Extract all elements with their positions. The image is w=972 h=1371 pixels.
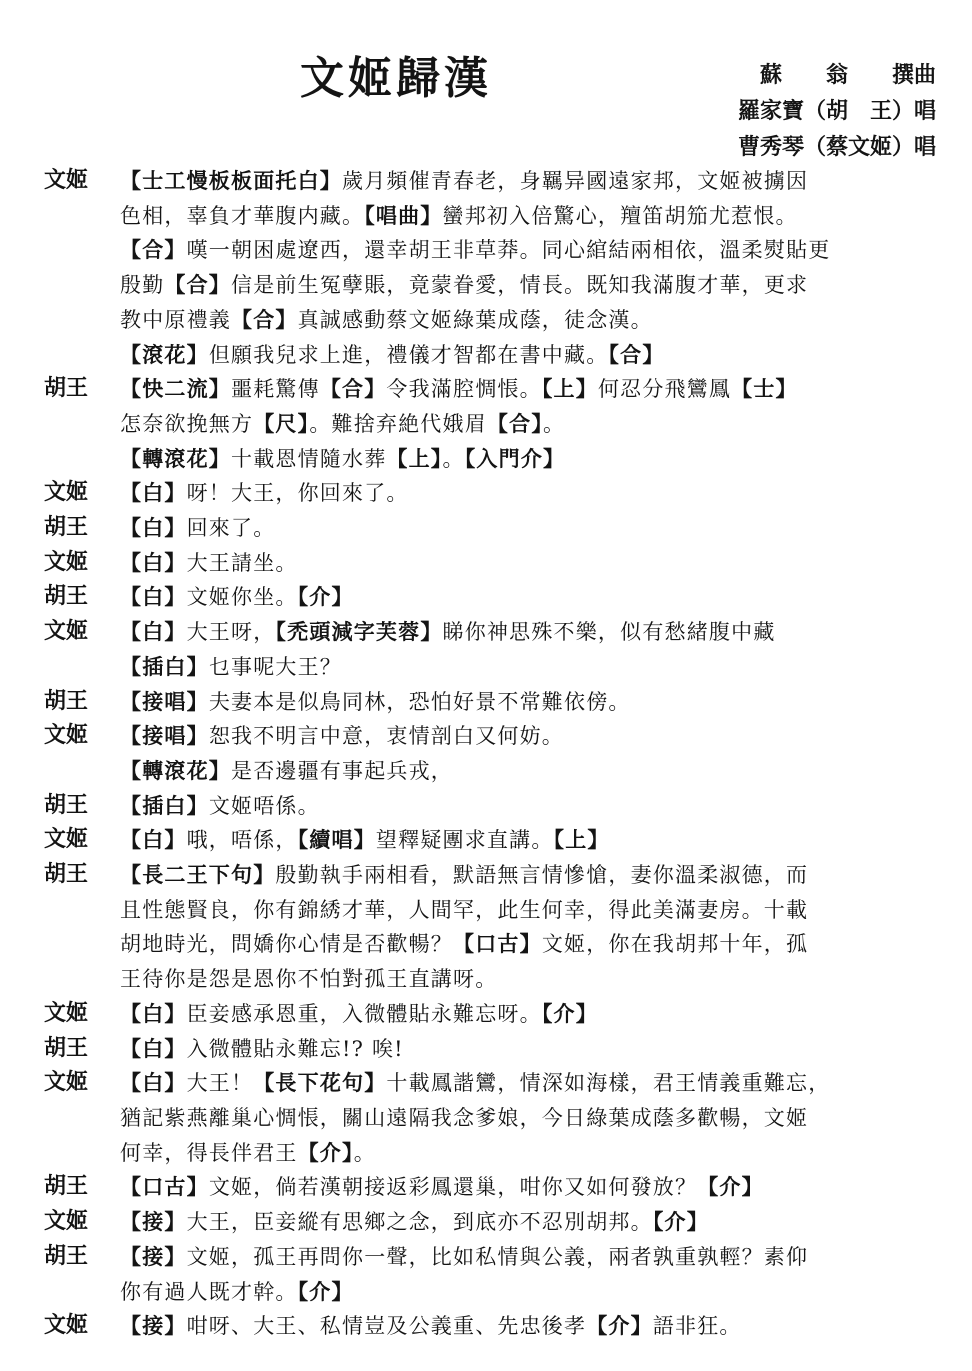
dialogue-lines: [120, 719, 972, 788]
tune-tag: 【白】: [120, 550, 187, 575]
speaker-name: 文姬: [44, 619, 89, 645]
tune-tag: 【接唱】: [120, 689, 209, 714]
dialogue-line: [120, 1032, 972, 1067]
lyric-text: 十載鳳諧鸞，情深如海樣，君王情義重難忘，: [386, 1071, 831, 1096]
dialogue-entry: [0, 1170, 972, 1205]
dialogue-entry: [0, 858, 972, 997]
tune-tag: 【合】: [608, 342, 665, 367]
dialogue-entry: [0, 685, 972, 720]
dialogue-line: [120, 650, 972, 685]
speaker-name: 文姬: [44, 480, 89, 506]
tune-tag: 【介】: [297, 1279, 354, 1304]
lyric-text: 回來了。: [186, 516, 276, 541]
dialogue-line: [120, 1275, 972, 1310]
lyric-text: 蠻邦初入倍驚心，羶笛胡笳尤惹恨。: [442, 203, 798, 228]
lyric-text: 文姬唔係。: [208, 793, 320, 818]
dialogue-lines: [120, 1032, 972, 1067]
credit-singer-hu-wang: 羅家寶（胡 王）唱: [737, 99, 936, 124]
lyric-text: 信是前生冤孽賬，竟蒙眷愛，情長。既知我滿腹才華，更求: [231, 273, 809, 298]
lyric-text: 恕我不明言中意，衷情剖白又何妨。: [208, 724, 565, 749]
dialogue-lines: [120, 615, 972, 684]
dialogue-line: [120, 893, 972, 928]
lyric-text: 大王呀，: [186, 620, 276, 645]
tune-tag: 【上】: [553, 828, 610, 853]
lyric-text: 入微體貼永難忘!? 唉!: [186, 1036, 404, 1061]
dialogue-line: [120, 858, 972, 893]
dialogue-entry: [0, 372, 972, 476]
tune-tag: 【白】: [120, 1001, 187, 1026]
tune-tag: 【士工慢板板面托白】: [120, 169, 342, 193]
tune-tag: 【插白】: [120, 793, 209, 818]
dialogue-entry: [0, 997, 972, 1032]
tune-tag: 【介】: [297, 585, 354, 610]
dialogue-entry: [0, 546, 972, 581]
lyric-text: 。: [543, 411, 566, 436]
tune-tag: 【白】: [120, 1036, 187, 1061]
dialogue-lines: [120, 476, 972, 511]
lyric-text: 但願我兒求上進，禮儀才智都在書中藏。: [208, 342, 609, 367]
tune-tag: 【轉滾花】: [120, 758, 231, 783]
speaker-name: 文姬: [44, 549, 89, 575]
lyric-text: 嘆一朝困處遼西，還幸胡王非草莽。同心綰結兩相依，溫柔熨貼更: [186, 238, 831, 263]
tune-tag: 【接】: [120, 1244, 187, 1269]
dialogue-lines: [120, 789, 972, 824]
lyric-text: 。: [353, 1140, 376, 1165]
dialogue-lines: [120, 580, 972, 615]
tune-tag: 【士】: [731, 377, 798, 402]
speaker-name: 胡王: [44, 1243, 89, 1269]
lyric-text: 乜事呢大王？: [208, 654, 343, 679]
lyric-text: 何幸，得長伴君王: [120, 1140, 298, 1165]
lyric-text: 怎奈欲挽無方: [120, 411, 254, 436]
dialogue-entry: [0, 511, 972, 546]
dialogue-line: [120, 338, 972, 373]
dialogue-entry: [0, 615, 972, 684]
tune-tag: 【長二王下句】: [120, 863, 276, 888]
tune-tag: 【轉滾花】: [120, 446, 231, 471]
dialogue-entry: [0, 719, 972, 788]
speaker-name: 胡王: [44, 1035, 89, 1061]
lyric-text: 。難捨弃絶代娥眉: [309, 411, 487, 436]
lyric-text: 語非狂。: [652, 1314, 742, 1339]
speaker-name: 文姬: [44, 1209, 89, 1235]
lyric-text: 咁呀、大王、私情豈及公義重、先忠後孝: [186, 1314, 587, 1339]
speaker-name: 胡王: [44, 862, 89, 888]
lyric-text: 文姬，你在我胡邦十年，孤: [541, 932, 809, 957]
lyric-text: 噩耗驚傳: [231, 377, 320, 402]
tune-tag: 【長下花句】: [253, 1071, 387, 1096]
dialogue-line: [120, 476, 972, 511]
speaker-name: 文姬: [44, 1000, 89, 1026]
script-body: [0, 164, 972, 1344]
speaker-name: 胡王: [44, 376, 89, 402]
tune-tag: 【接】: [120, 1314, 187, 1339]
credits-block: [738, 58, 936, 166]
dialogue-line: [120, 1170, 972, 1205]
lyric-text: 呀！大王，你回來了。: [186, 481, 409, 506]
dialogue-line: [120, 580, 972, 615]
dialogue-line: [120, 789, 972, 824]
tune-tag: 【接唱】: [120, 724, 209, 749]
lyric-text: 何忍分飛鸞鳳: [597, 377, 732, 402]
lyric-text: 文姬，倘若漢朝接返彩鳳還巢，咁你又如何發放？: [208, 1175, 698, 1200]
dialogue-line: [120, 1309, 972, 1344]
tune-tag: 【尺】: [253, 411, 310, 436]
tune-tag: 【插白】: [120, 654, 209, 679]
lyric-text: 睇你神思殊不樂，似有愁緒腹中藏: [442, 620, 776, 645]
dialogue-lines: [120, 511, 972, 546]
dialogue-line: [120, 1205, 972, 1240]
tune-tag: 【唱曲】: [364, 203, 443, 228]
tune-tag: 【口古】: [120, 1175, 209, 1200]
dialogue-lines: [120, 164, 972, 372]
dialogue-entry: [0, 1205, 972, 1240]
lyric-text: 殷勤執手兩相看，默語無言情慘愴，妻你溫柔淑德，而: [275, 863, 809, 888]
lyric-text: 胡地時光，問嬌你心情是否歡暢？: [120, 932, 453, 957]
dialogue-lines: [120, 823, 972, 858]
dialogue-line: [120, 685, 972, 720]
tune-tag: 【介】: [652, 1210, 709, 1235]
dialogue-lines: [120, 685, 972, 720]
lyric-text: 大王請坐。: [186, 550, 298, 575]
lyric-text: 大王，臣妾縱有思鄉之念，到底亦不忍別胡邦。: [186, 1210, 653, 1235]
lyric-text: 令我滿腔惆悵。: [386, 377, 542, 402]
speaker-name: 文姬: [44, 168, 89, 193]
page-title: 文姬歸漢: [300, 53, 492, 104]
dialogue-lines: [120, 1170, 972, 1205]
dialogue-line: [120, 1101, 972, 1136]
lyric-text: 哦，唔係，: [186, 828, 298, 853]
dialogue-entry: [0, 476, 972, 511]
speaker-name: 文姬: [44, 827, 89, 853]
dialogue-entry: [0, 1066, 972, 1170]
dialogue-line: [120, 372, 972, 407]
tune-tag: 【白】: [120, 828, 187, 853]
dialogue-entry: [0, 823, 972, 858]
tune-tag: 【白】: [120, 585, 187, 610]
dialogue-lines: [120, 858, 972, 997]
speaker-name: 文姬: [44, 1070, 89, 1096]
lyric-text: 王待你是怨是恩你不怕對孤王直講呀。: [120, 967, 498, 992]
speaker-name: 文姬: [44, 723, 89, 749]
tune-tag: 【滾花】: [120, 342, 209, 367]
tune-tag: 【介】: [586, 1314, 653, 1339]
speaker-name: 胡王: [44, 792, 89, 818]
dialogue-lines: [120, 1205, 972, 1240]
speaker-name: 胡王: [44, 584, 89, 610]
tune-tag: 【入門介】: [464, 446, 566, 471]
dialogue-entry: [0, 1240, 972, 1309]
dialogue-line: [120, 546, 972, 581]
dialogue-lines: [120, 1309, 972, 1344]
dialogue-line: [120, 199, 972, 234]
dialogue-lines: [120, 372, 972, 476]
dialogue-line: [120, 1240, 972, 1275]
lyric-text: 文姬，孤王再問你一聲，比如私情與公義，兩者孰重孰輕？素仰: [186, 1244, 809, 1269]
dialogue-lines: [120, 1066, 972, 1170]
tune-tag: 【口古】: [453, 932, 542, 957]
credit-singer-wenji: 曹秀琴（蔡文姬）唱: [737, 135, 936, 160]
dialogue-line: [120, 164, 972, 199]
tune-tag: 【合】: [486, 411, 544, 436]
dialogue-line: [120, 962, 972, 997]
credit-lyricist: 蘇 翁 撰曲: [759, 63, 936, 88]
lyric-text: 文姬你坐。: [186, 585, 298, 610]
dialogue-line: [120, 754, 972, 789]
lyric-text: 夫妻本是似鳥同林，恐怕好景不常難依傍。: [208, 689, 631, 714]
tune-tag: 【介】: [541, 1001, 598, 1026]
tune-tag: 【白】: [120, 620, 187, 645]
speaker-name: 文姬: [44, 1313, 89, 1339]
lyric-text: 你有過人既才幹。: [120, 1279, 298, 1304]
dialogue-lines: [120, 997, 972, 1032]
dialogue-lines: [120, 1240, 972, 1309]
lyric-text: 大王！: [186, 1071, 254, 1096]
lyric-text: 猶記紫燕離巢心惆悵，關山遠隔我念爹娘，今日綠葉成蔭多歡暢，文姬: [120, 1105, 809, 1130]
dialogue-line: [120, 927, 972, 962]
tune-tag: 【上】: [541, 377, 598, 402]
speaker-name: 胡王: [44, 1174, 89, 1200]
dialogue-entry: [0, 789, 972, 824]
lyric-text: 十載恩情隨水葬: [231, 446, 387, 471]
tune-tag: 【合】: [319, 377, 387, 402]
dialogue-entry: [0, 1309, 972, 1344]
dialogue-line: [120, 303, 972, 338]
tune-tag: 【介】: [697, 1175, 764, 1200]
dialogue-line: [120, 233, 972, 268]
lyric-text: 是否邊疆有事起兵戎，: [231, 758, 453, 783]
tune-tag: 【續唱】: [297, 828, 376, 853]
dialogue-line: [120, 511, 972, 546]
tune-tag: 【白】: [120, 481, 187, 506]
lyric-text: 殷勤: [120, 273, 165, 298]
tune-tag: 【接】: [120, 1210, 187, 1235]
tune-tag: 【合】: [120, 238, 187, 263]
lyric-text: 望釋疑團求直講。: [375, 828, 554, 853]
dialogue-entry: [0, 580, 972, 615]
lyric-text: 色相，辜負才華腹内藏。: [120, 203, 365, 228]
tune-tag: 【白】: [120, 1071, 187, 1096]
lyric-text: 且性態賢良，你有錦綉才華，人間罕，此生何幸，得此美滿妻房。十載: [120, 897, 809, 922]
tune-tag: 【合】: [231, 307, 298, 332]
dialogue-line: [120, 407, 972, 442]
dialogue-lines: [120, 546, 972, 581]
lyric-text: 。: [442, 446, 465, 471]
dialogue-line: [120, 823, 972, 858]
dialogue-line: [120, 615, 972, 650]
dialogue-line: [120, 997, 972, 1032]
tune-tag: 【上】: [386, 446, 443, 471]
tune-tag: 【白】: [120, 516, 187, 541]
dialogue-line: [120, 719, 972, 754]
tune-tag: 【快二流】: [120, 377, 231, 402]
dialogue-line: [120, 442, 972, 477]
lyric-text: 真誠感動蔡文姬綠葉成蔭，徒念漢。: [297, 307, 653, 332]
tune-tag: 【禿頭減字芙蓉】: [275, 620, 443, 645]
tune-tag: 【合】: [164, 273, 232, 298]
dialogue-line: [120, 1136, 972, 1171]
speaker-name: 胡王: [44, 515, 89, 541]
dialogue-entry: [0, 164, 972, 372]
lyric-text: 臣妾感承恩重，入微體貼永難忘呀。: [186, 1001, 542, 1026]
speaker-name: 胡王: [44, 688, 89, 714]
lyric-text: 歲月頻催青春老，身羈异國遠家邦，文姬被擄因: [342, 169, 809, 193]
lyric-text: 教中原禮義: [120, 307, 231, 332]
dialogue-line: [120, 268, 972, 303]
tune-tag: 【介】: [297, 1140, 354, 1165]
dialogue-entry: [0, 1032, 972, 1067]
dialogue-line: [120, 1066, 972, 1101]
